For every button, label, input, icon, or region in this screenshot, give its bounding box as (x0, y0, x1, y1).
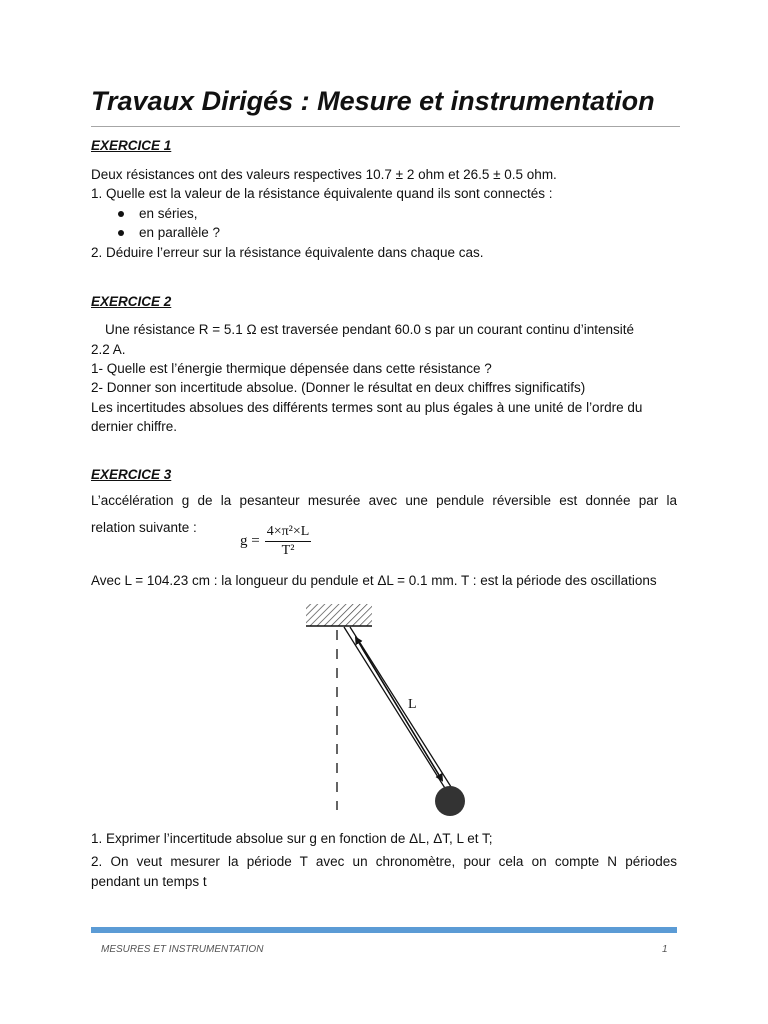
length-arrow-back (356, 638, 442, 780)
exercise-2-statement-line-1: Une résistance R = 5.1 Ω est traversée pendant 60.0 s par un courant continu d’intensité (105, 322, 635, 337)
exercise-2-note-line-2: dernier chiffre. (91, 419, 178, 434)
exercise-3-question-2-line-1: 2. On veut mesurer la période T avec un chronomètre, pour cela on compte N périodes (91, 854, 677, 869)
length-label: L (408, 697, 417, 712)
exercise-1-bullet-parallel: en parallèle ? (139, 225, 221, 240)
exercise-2-question-2: 2- Donner son incertitude absolue. (Donner le résultat en deux chiffres significatifs) (91, 380, 586, 395)
exercise-2-note-line-1: Les incertitudes absolues des différents termes sont au plus égales à une unité de l’ordre du (91, 400, 643, 415)
exercise-3-question-2-line-2: pendant un temps t (91, 874, 207, 889)
exercise-3-statement-line-1: L’accélération g de la pesanteur mesurée avec une pendule réversible est donnée par la (91, 493, 677, 508)
pendulum-diagram (300, 600, 480, 820)
footer-title: MESURES ET INSTRUMENTATION (101, 944, 264, 955)
exercise-3-statement-line-2: relation suivante : (91, 520, 197, 535)
page-number: 1 (662, 944, 668, 955)
exercise-1-bullet-series: en séries, (139, 206, 198, 221)
pendulum-bob (435, 786, 465, 816)
exercise-1-heading: EXERCICE 1 (91, 138, 172, 153)
formula-lhs: g = (240, 533, 260, 549)
exercise-3-heading: EXERCICE 3 (91, 467, 172, 482)
pendulum-rod-1 (344, 627, 448, 793)
formula-denominator: T² (281, 543, 295, 558)
exercise-3-statement-line-3: Avec L = 104.23 cm : la longueur du pendule et ΔL = 0.1 mm. T : est la période des oscillations (91, 573, 657, 588)
footer-bar (91, 927, 677, 933)
exercise-2-statement-line-2: 2.2 A. (91, 342, 126, 357)
gravity-formula (240, 524, 311, 559)
exercise-1-statement: Deux résistances ont des valeurs respectives 10.7 ± 2 ohm et 26.5 ± 0.5 ohm. (91, 167, 557, 182)
bullet-icon (118, 230, 124, 236)
exercise-2-heading: EXERCICE 2 (91, 294, 172, 309)
page-title: Travaux Dirigés : Mesure et instrumentation (91, 86, 655, 116)
exercise-2-question-1: 1- Quelle est l’énergie thermique dépensée dans cette résistance ? (91, 361, 492, 376)
formula-numerator: 4×π²×L (265, 524, 312, 542)
pendulum-rod-2 (350, 627, 453, 790)
formula-fraction (265, 524, 312, 559)
exercise-1-question-1: 1. Quelle est la valeur de la résistance équivalente quand ils sont connectés : (91, 186, 553, 201)
bullet-icon (118, 211, 124, 217)
ceiling-support (306, 604, 372, 626)
title-divider (91, 126, 680, 127)
exercise-3-question-1: 1. Exprimer l’incertitude absolue sur g en fonction de ΔL, ΔT, L et T; (91, 831, 493, 846)
exercise-1-question-2: 2. Déduire l’erreur sur la résistance équivalente dans chaque cas. (91, 245, 484, 260)
